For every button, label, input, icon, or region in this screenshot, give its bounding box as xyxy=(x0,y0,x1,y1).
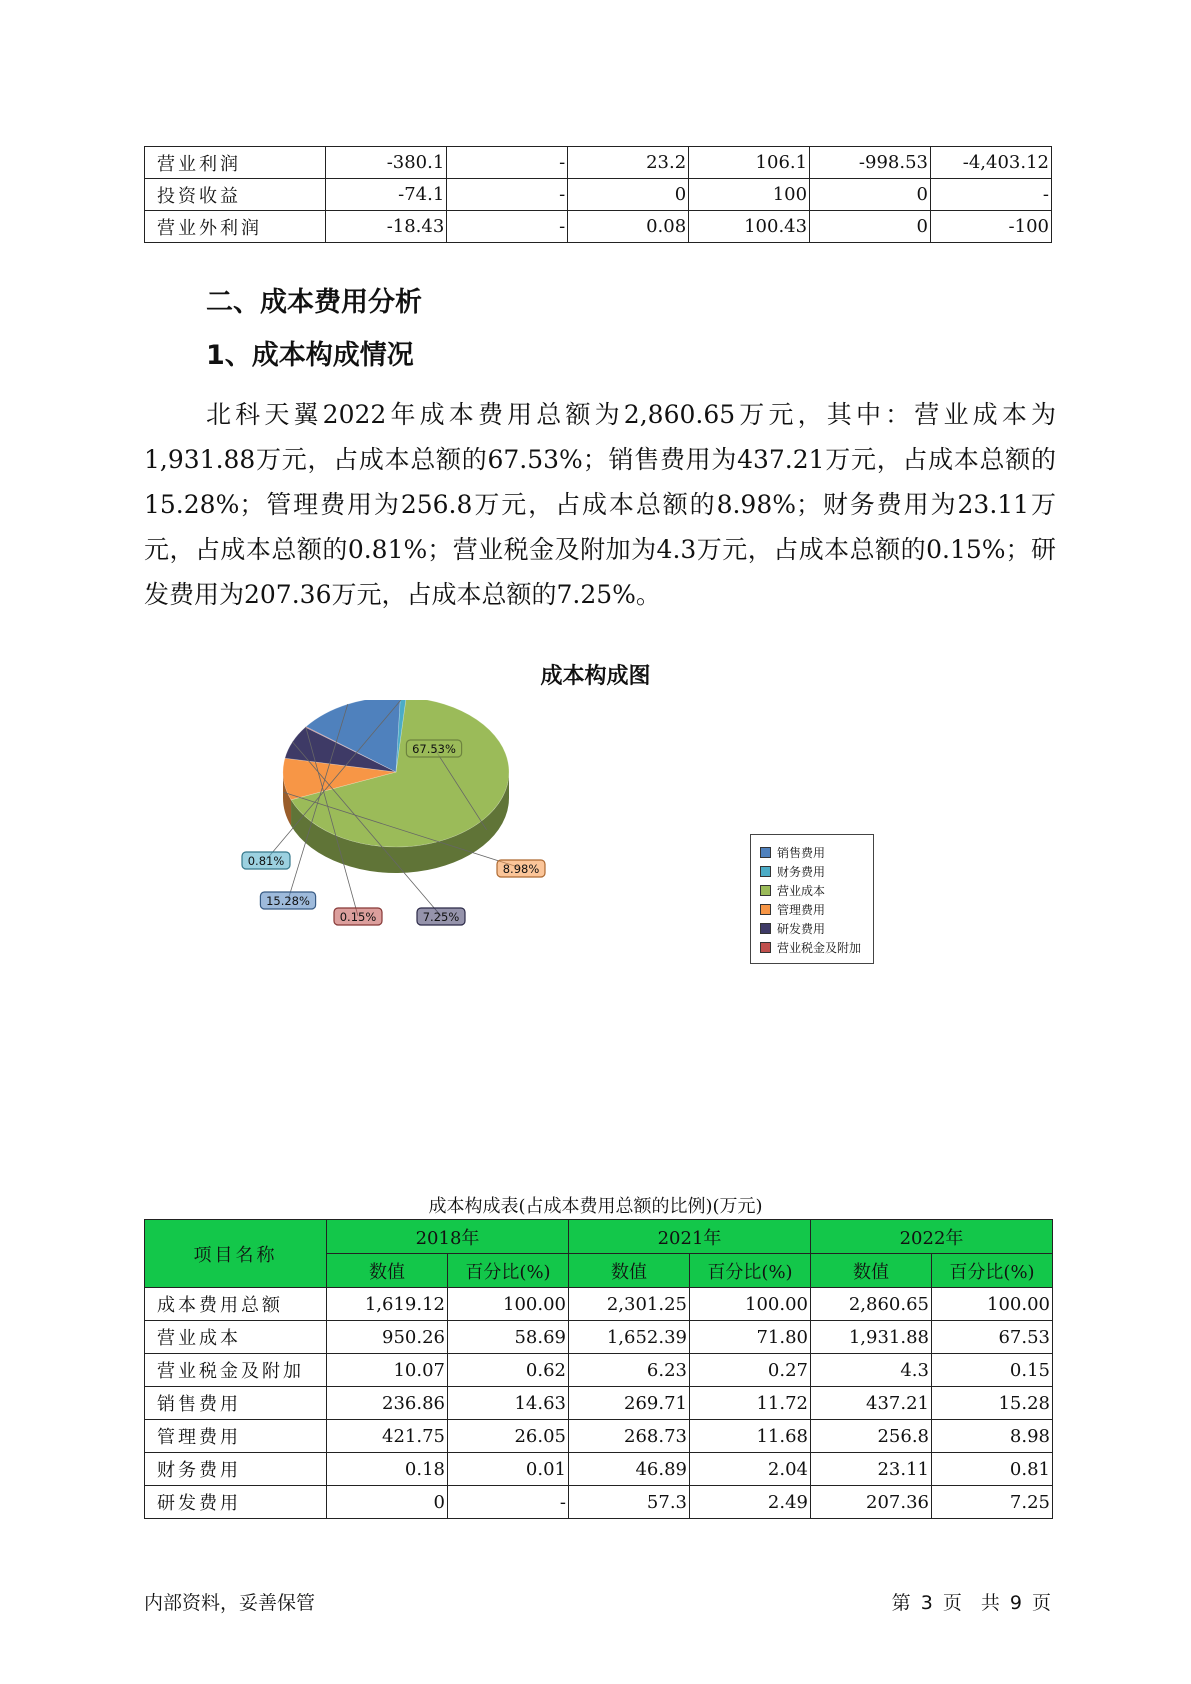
header-percent: 百分比(%) xyxy=(448,1254,569,1288)
table-row xyxy=(145,179,1052,211)
section-heading: 二、成本费用分析 xyxy=(206,287,422,318)
legend-swatch xyxy=(760,942,771,953)
table-cell: 100.00 xyxy=(690,1288,811,1321)
header-value: 数值 xyxy=(569,1254,690,1288)
legend-item xyxy=(760,862,873,881)
legend-label: 管理费用 xyxy=(777,903,826,917)
table-cell: 0 xyxy=(568,179,689,211)
table-cell: 0.18 xyxy=(327,1453,448,1486)
table-cell: 1,931.88 xyxy=(811,1321,932,1354)
header-item-name: 项目名称 xyxy=(145,1220,327,1288)
table-row xyxy=(145,1321,1053,1354)
pie-chart xyxy=(240,700,600,980)
header-year: 2021年 xyxy=(569,1220,811,1254)
header-value: 数值 xyxy=(811,1254,932,1288)
table-cell: 7.25 xyxy=(932,1486,1053,1519)
table-cell: 11.68 xyxy=(690,1420,811,1453)
table-cell: 269.71 xyxy=(569,1387,690,1420)
table-cell: 236.86 xyxy=(327,1387,448,1420)
legend-swatch xyxy=(760,904,771,915)
data-label: 7.25% xyxy=(422,910,460,924)
chart-title: 成本构成图 xyxy=(540,664,651,689)
table-cell: 23.11 xyxy=(811,1453,932,1486)
table-cell: 0.15 xyxy=(932,1354,1053,1387)
data-label: 67.53% xyxy=(412,742,456,756)
row-label: 管理费用 xyxy=(145,1420,327,1453)
table-cell: 46.89 xyxy=(569,1453,690,1486)
table-cell: 4.3 xyxy=(811,1354,932,1387)
legend-item xyxy=(760,881,873,900)
data-label: 15.28% xyxy=(266,894,310,908)
table-cell: - xyxy=(448,1486,569,1519)
row-label: 营业外利润 xyxy=(145,211,326,243)
row-label: 成本费用总额 xyxy=(145,1288,327,1321)
table-row xyxy=(145,211,1052,243)
legend-swatch xyxy=(760,847,771,858)
table-cell: 26.05 xyxy=(448,1420,569,1453)
footer-page-number: 第 3 页 共 9 页 xyxy=(891,1592,1051,1614)
data-label: 0.15% xyxy=(339,910,377,924)
header-percent: 百分比(%) xyxy=(932,1254,1053,1288)
row-label: 营业税金及附加 xyxy=(145,1354,327,1387)
table-cell: 67.53 xyxy=(932,1321,1053,1354)
header-year: 2018年 xyxy=(327,1220,569,1254)
row-label: 营业利润 xyxy=(145,147,326,179)
table-cell: 2,301.25 xyxy=(569,1288,690,1321)
subsection-heading: 1、成本构成情况 xyxy=(206,340,414,371)
legend-item xyxy=(760,843,873,862)
table-cell: - xyxy=(447,147,568,179)
row-label: 投资收益 xyxy=(145,179,326,211)
table-cell: 0 xyxy=(327,1486,448,1519)
legend-swatch xyxy=(760,923,771,934)
table-cell: 207.36 xyxy=(811,1486,932,1519)
legend-label: 销售费用 xyxy=(777,846,826,860)
table-cell: 11.72 xyxy=(690,1387,811,1420)
table-cell: -4,403.12 xyxy=(931,147,1052,179)
table-cell: 106.1 xyxy=(689,147,810,179)
header-value: 数值 xyxy=(327,1254,448,1288)
legend-label: 营业成本 xyxy=(777,884,826,898)
table-row xyxy=(145,1420,1053,1453)
table-cell: 100 xyxy=(689,179,810,211)
table-cell: 268.73 xyxy=(569,1420,690,1453)
table-cell: 0.81 xyxy=(932,1453,1053,1486)
legend-label: 研发费用 xyxy=(777,922,826,936)
table-cell: -74.1 xyxy=(326,179,447,211)
table-cell: 0 xyxy=(810,211,931,243)
table-cell: 1,619.12 xyxy=(327,1288,448,1321)
table-cell: 2,860.65 xyxy=(811,1288,932,1321)
table-cell: 58.69 xyxy=(448,1321,569,1354)
table-cell: 2.04 xyxy=(690,1453,811,1486)
chart-legend xyxy=(750,834,874,964)
table-cell: - xyxy=(931,179,1052,211)
header-percent: 百分比(%) xyxy=(690,1254,811,1288)
legend-item xyxy=(760,938,873,957)
table-cell: 15.28 xyxy=(932,1387,1053,1420)
table-cell: 950.26 xyxy=(327,1321,448,1354)
table-cell: 0.08 xyxy=(568,211,689,243)
data-label: 0.81% xyxy=(247,854,285,868)
table-cell: 100.00 xyxy=(448,1288,569,1321)
row-label: 财务费用 xyxy=(145,1453,327,1486)
table-row xyxy=(145,1288,1053,1321)
body-paragraph: 北科天翼2022年成本费用总额为2,860.65万元，其中：营业成本为1,931.88万元，占成本总额的67.53%；销售费用为437.21万元，占成本总额的15.28%；管理费用为256.8万元，占成本总额的8.98%；财务费用为23.11万元，占成本总额的0.81%；营业税金及附加为4.3万元，占成本总额的0.15%；研发费用为207.36万元，占成本总额的7.25%。 xyxy=(144,400,1056,609)
table-row xyxy=(145,1486,1053,1519)
table-cell: 10.07 xyxy=(327,1354,448,1387)
footer-confidential: 内部资料，妥善保管 xyxy=(144,1592,316,1614)
table-cell: 0.01 xyxy=(448,1453,569,1486)
table-cell: 6.23 xyxy=(569,1354,690,1387)
row-label: 销售费用 xyxy=(145,1387,327,1420)
table-row xyxy=(145,1387,1053,1420)
table-cell: 0.27 xyxy=(690,1354,811,1387)
table-cell: 14.63 xyxy=(448,1387,569,1420)
table-cell: -380.1 xyxy=(326,147,447,179)
legend-label: 营业税金及附加 xyxy=(777,941,862,955)
table-cell: 256.8 xyxy=(811,1420,932,1453)
table-cell: 0.62 xyxy=(448,1354,569,1387)
data-label: 8.98% xyxy=(502,862,540,876)
cost-table-caption: 成本构成表(占成本费用总额的比例)(万元) xyxy=(428,1196,763,1217)
header-year: 2022年 xyxy=(811,1220,1053,1254)
table-cell: - xyxy=(447,179,568,211)
legend-swatch xyxy=(760,866,771,877)
table-row xyxy=(145,147,1052,179)
legend-item xyxy=(760,919,873,938)
table-cell: 100.00 xyxy=(932,1288,1053,1321)
table-cell: 1,652.39 xyxy=(569,1321,690,1354)
cost-table xyxy=(144,1219,1053,1519)
row-label: 营业成本 xyxy=(145,1321,327,1354)
table-row xyxy=(145,1354,1053,1387)
table-cell: -18.43 xyxy=(326,211,447,243)
table-cell: 57.3 xyxy=(569,1486,690,1519)
table-cell: 23.2 xyxy=(568,147,689,179)
table-cell: 100.43 xyxy=(689,211,810,243)
table-cell: 437.21 xyxy=(811,1387,932,1420)
table-cell: 421.75 xyxy=(327,1420,448,1453)
table-row xyxy=(145,1453,1053,1486)
table-cell: 2.49 xyxy=(690,1486,811,1519)
table-cell: 8.98 xyxy=(932,1420,1053,1453)
legend-swatch xyxy=(760,885,771,896)
row-label: 研发费用 xyxy=(145,1486,327,1519)
profit-table xyxy=(144,146,1052,243)
legend-label: 财务费用 xyxy=(777,865,826,879)
legend-item xyxy=(760,900,873,919)
table-cell: - xyxy=(447,211,568,243)
table-cell: 71.80 xyxy=(690,1321,811,1354)
table-cell: 0 xyxy=(810,179,931,211)
table-cell: -998.53 xyxy=(810,147,931,179)
table-cell: -100 xyxy=(931,211,1052,243)
